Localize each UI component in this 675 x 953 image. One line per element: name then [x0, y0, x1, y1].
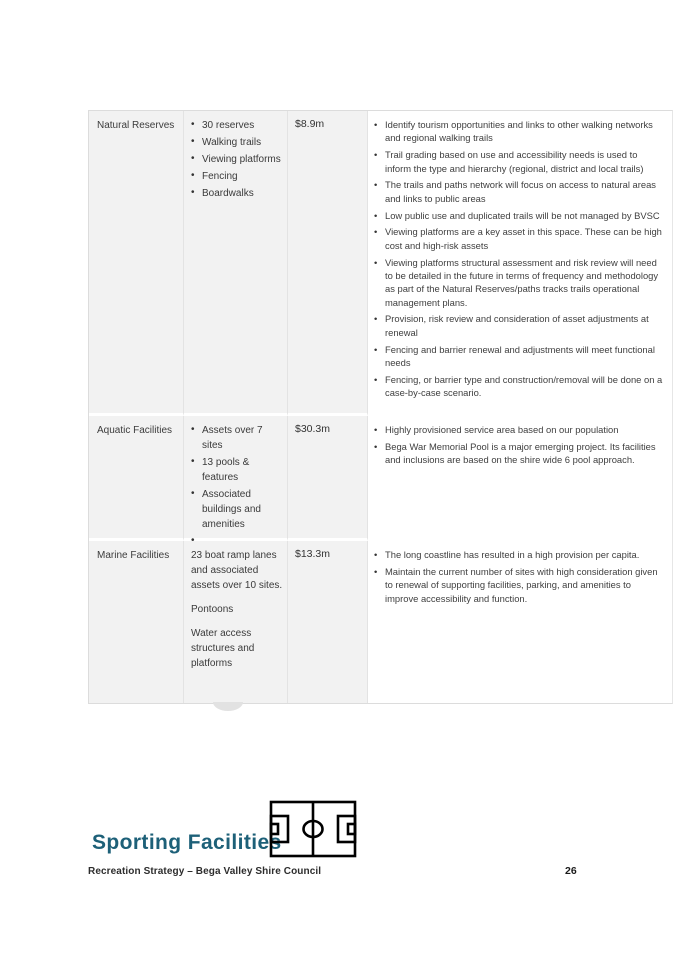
- asset-bullet-item: • 30 reserves: [189, 118, 283, 133]
- note-bullet-item: • Low public use and duplicated trails will be not managed by BVSC: [374, 209, 664, 222]
- category-cell: [89, 111, 184, 416]
- note-bullet-item: • Fencing and barrier renewal and adjustments will meet functional needs: [374, 343, 664, 370]
- section-title: Sporting Facilities: [92, 831, 282, 854]
- note-bullet-item: • Viewing platforms structural assessment and risk review will need to be detailed in the future in terms of frequency and methodology as part of the Natural Reserves/paths tracks trails operational management plans.: [374, 256, 664, 309]
- assets-cell: [184, 541, 288, 703]
- category-label: Marine Facilities: [97, 550, 170, 561]
- asset-bullet-item: • 13 pools & features: [189, 455, 283, 485]
- notes-bullet-list: [374, 423, 664, 467]
- soccer-field-icon: [268, 799, 358, 864]
- cost-cell: [288, 541, 368, 703]
- note-bullet-item: • The long coastline has resulted in a high provision per capita.: [374, 548, 664, 561]
- asset-bullet-item: • Boardwalks: [189, 186, 283, 201]
- table-row-natural-reserves: [89, 111, 672, 416]
- note-bullet-item: • Trail grading based on use and accessibility needs is used to inform the type and hierarchy (regional, district and local trails): [374, 148, 664, 175]
- cost-value: $30.3m: [295, 423, 331, 435]
- assets-cell: [184, 111, 288, 416]
- table-row-aquatic-facilities: [89, 416, 672, 541]
- assets-bullet-list: [189, 118, 283, 201]
- page-number: 26: [565, 865, 577, 877]
- asset-bullet-item: • Walking trails: [189, 135, 283, 150]
- notes-cell: [368, 541, 672, 703]
- note-bullet-item: • Highly provisioned service area based on our population: [374, 423, 664, 436]
- asset-bullet-item: • Associated buildings and amenities: [189, 487, 283, 532]
- note-bullet-item: • The trails and paths network will focus on access to natural areas and links to public areas: [374, 178, 664, 205]
- asset-bullet-item: • Assets over 7 sites: [189, 423, 283, 453]
- notes-cell: [368, 416, 672, 541]
- asset-paragraph-item: Water access structures and platforms: [191, 628, 255, 669]
- notes-bullet-list: [374, 548, 664, 605]
- category-cell: [89, 416, 184, 541]
- asset-paragraph-item: Pontoons: [191, 604, 234, 615]
- asset-bullet-item: • Viewing platforms: [189, 152, 283, 167]
- notes-cell: [368, 111, 672, 416]
- category-label: Natural Reserves: [97, 120, 175, 131]
- category-cell: [89, 541, 184, 703]
- cost-value: $13.3m: [295, 548, 331, 560]
- notes-bullet-list: [374, 118, 664, 400]
- asset-paragraph-item: 23 boat ramp lanes and associated assets over 10 sites.: [191, 550, 283, 591]
- note-bullet-item: • Provision, risk review and consideration of asset adjustments at renewal: [374, 312, 664, 339]
- cost-cell: [288, 416, 368, 541]
- facilities-table-container: [88, 110, 663, 704]
- cost-cell: [288, 111, 368, 416]
- assets-cell: [184, 416, 288, 541]
- assets-bullet-list: [189, 423, 283, 532]
- facilities-table: [88, 110, 673, 704]
- note-bullet-item: • Maintain the current number of sites with high consideration given to renewal of supporting facilities, parking, and amenities to improve accessibility and function.: [374, 565, 664, 605]
- assets-paragraph-list: [189, 548, 283, 671]
- note-bullet-item: • Identify tourism opportunities and links to other walking networks and regional walking trails: [374, 118, 664, 145]
- note-bullet-item: • Bega War Memorial Pool is a major emerging project. Its facilities and inclusions are based on the shire wide 6 pool approach.: [374, 440, 664, 467]
- footer-text: Recreation Strategy – Bega Valley Shire Council: [88, 866, 322, 877]
- asset-bullet-item: • Fencing: [189, 169, 283, 184]
- category-label: Aquatic Facilities: [97, 425, 173, 436]
- table-row-marine-facilities: [89, 541, 672, 703]
- note-bullet-item: • Fencing, or barrier type and construction/removal will be done on a case-by-case scenario.: [374, 373, 664, 400]
- page-curl-decoration: [213, 702, 243, 711]
- cost-value: $8.9m: [295, 118, 325, 130]
- note-bullet-item: • Viewing platforms are a key asset in this space. These can be high cost and high-risk assets: [374, 225, 664, 252]
